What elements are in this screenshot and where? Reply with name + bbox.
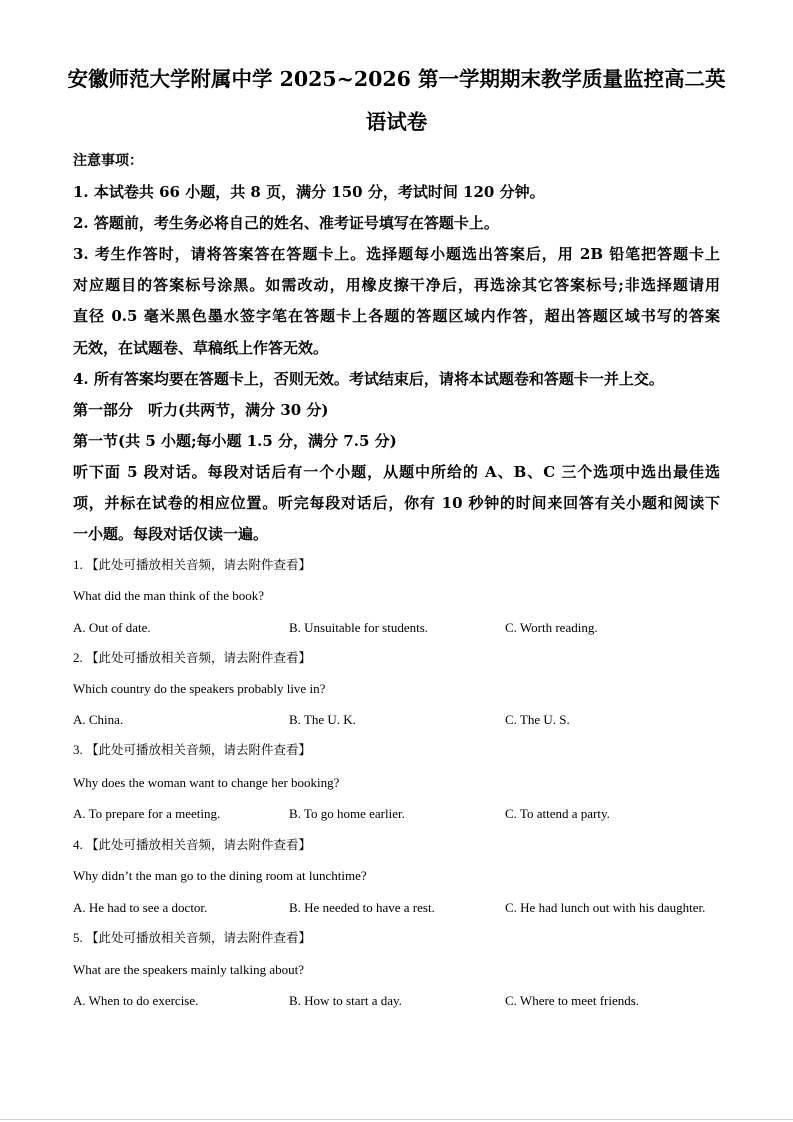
question-3-option-b[interactable]: B. To go home earlier. (289, 806, 405, 821)
notice-line: 直径 0.5 毫米黑色墨水签字笔在答题卡上各题的答题区域内作答，超出答题区域书写的答案 (73, 307, 720, 325)
instruction-line: 一小题。每段对话仅读一遍。 (73, 525, 269, 543)
question-4-audio (73, 835, 311, 853)
audio-placeholder[interactable]: 【此处可播放相关音频，请去附件查看】 (86, 742, 312, 757)
question-3-audio (73, 740, 311, 758)
question-3-text: Why does the woman want to change her booking? (73, 775, 340, 790)
question-1-text: What did the man think of the book? (73, 588, 264, 603)
exam-title-line-1: 安徽师范大学附属中学 2025~2026 第一学期期末教学质量监控高二英 (67, 67, 726, 91)
question-5-audio (73, 928, 311, 946)
question-4-option-a[interactable]: A. He had to see a doctor. (73, 900, 208, 915)
audio-placeholder[interactable]: 【此处可播放相关音频，请去附件查看】 (86, 837, 312, 852)
question-5-option-b[interactable]: B. How to start a day. (289, 993, 402, 1008)
part1-heading: 第一部分 听力(共两节，满分 30 分) (73, 401, 329, 419)
question-number: 5. (73, 930, 83, 945)
question-5-option-a[interactable]: A. When to do exercise. (73, 993, 199, 1008)
question-2-option-b[interactable]: B. The U. K. (289, 712, 356, 727)
question-3-option-c[interactable]: C. To attend a party. (505, 806, 610, 821)
question-number: 3. (73, 742, 83, 757)
notice-line: 3. 考生作答时，请将答案答在答题卡上。选择题每小题选出答案后，用 2B 铅笔把答题卡上 (73, 245, 720, 263)
notice-line: 2. 答题前，考生务必将自己的姓名、准考证号填写在答题卡上。 (73, 214, 499, 232)
question-1-audio (73, 555, 311, 573)
audio-placeholder[interactable]: 【此处可播放相关音频，请去附件查看】 (86, 557, 312, 572)
instruction-line: 听下面 5 段对话。每段对话后有一个小题，从题中所给的 A、B、C 三个选项中选出最佳选 (73, 463, 720, 481)
question-2-option-a[interactable]: A. China. (73, 712, 124, 727)
question-3-option-a[interactable]: A. To prepare for a meeting. (73, 806, 221, 821)
notice-line: 无效，在试题卷、草稿纸上作答无效。 (73, 339, 329, 357)
audio-placeholder[interactable]: 【此处可播放相关音频，请去附件查看】 (86, 930, 312, 945)
instruction-line: 项，并标在试卷的相应位置。听完每段对话后，你有 10 秒钟的时间来回答有关小题和阅读下 (73, 494, 720, 512)
notice-line: 4. 所有答案均要在答题卡上，否则无效。考试结束后，请将本试题卷和答题卡一并上交。 (73, 370, 664, 388)
question-1-option-c[interactable]: C. Worth reading. (505, 620, 598, 635)
question-number: 4. (73, 837, 83, 852)
page-bottom-rule (0, 1119, 793, 1120)
section1-heading: 第一节(共 5 小题;每小题 1.5 分，满分 7.5 分) (73, 432, 397, 450)
question-2-audio (73, 648, 311, 666)
notice-heading: 注意事项： (73, 153, 143, 169)
question-1-option-a[interactable]: A. Out of date. (73, 620, 151, 635)
audio-placeholder[interactable]: 【此处可播放相关音频，请去附件查看】 (86, 650, 312, 665)
question-2-option-c[interactable]: C. The U. S. (505, 712, 570, 727)
question-number: 2. (73, 650, 83, 665)
exam-title-line-2: 语试卷 (365, 110, 428, 134)
question-4-option-c[interactable]: C. He had lunch out with his daughter. (505, 900, 706, 915)
question-4-text: Why didn’t the man go to the dining room at lunchtime? (73, 868, 367, 883)
question-1-option-b[interactable]: B. Unsuitable for students. (289, 620, 429, 635)
question-5-text: What are the speakers mainly talking about? (73, 962, 305, 977)
question-2-text: Which country do the speakers probably live in? (73, 681, 326, 696)
question-number: 1. (73, 557, 83, 572)
notice-line: 1. 本试卷共 66 小题，共 8 页，满分 150 分，考试时间 120 分钟。 (73, 183, 545, 201)
question-5-option-c[interactable]: C. Where to meet friends. (505, 993, 640, 1008)
question-4-option-b[interactable]: B. He needed to have a rest. (289, 900, 435, 915)
notice-line: 对应题目的答案标号涂黑。如需改动，用橡皮擦干净后，再选涂其它答案标号;非选择题请用 (73, 276, 720, 294)
